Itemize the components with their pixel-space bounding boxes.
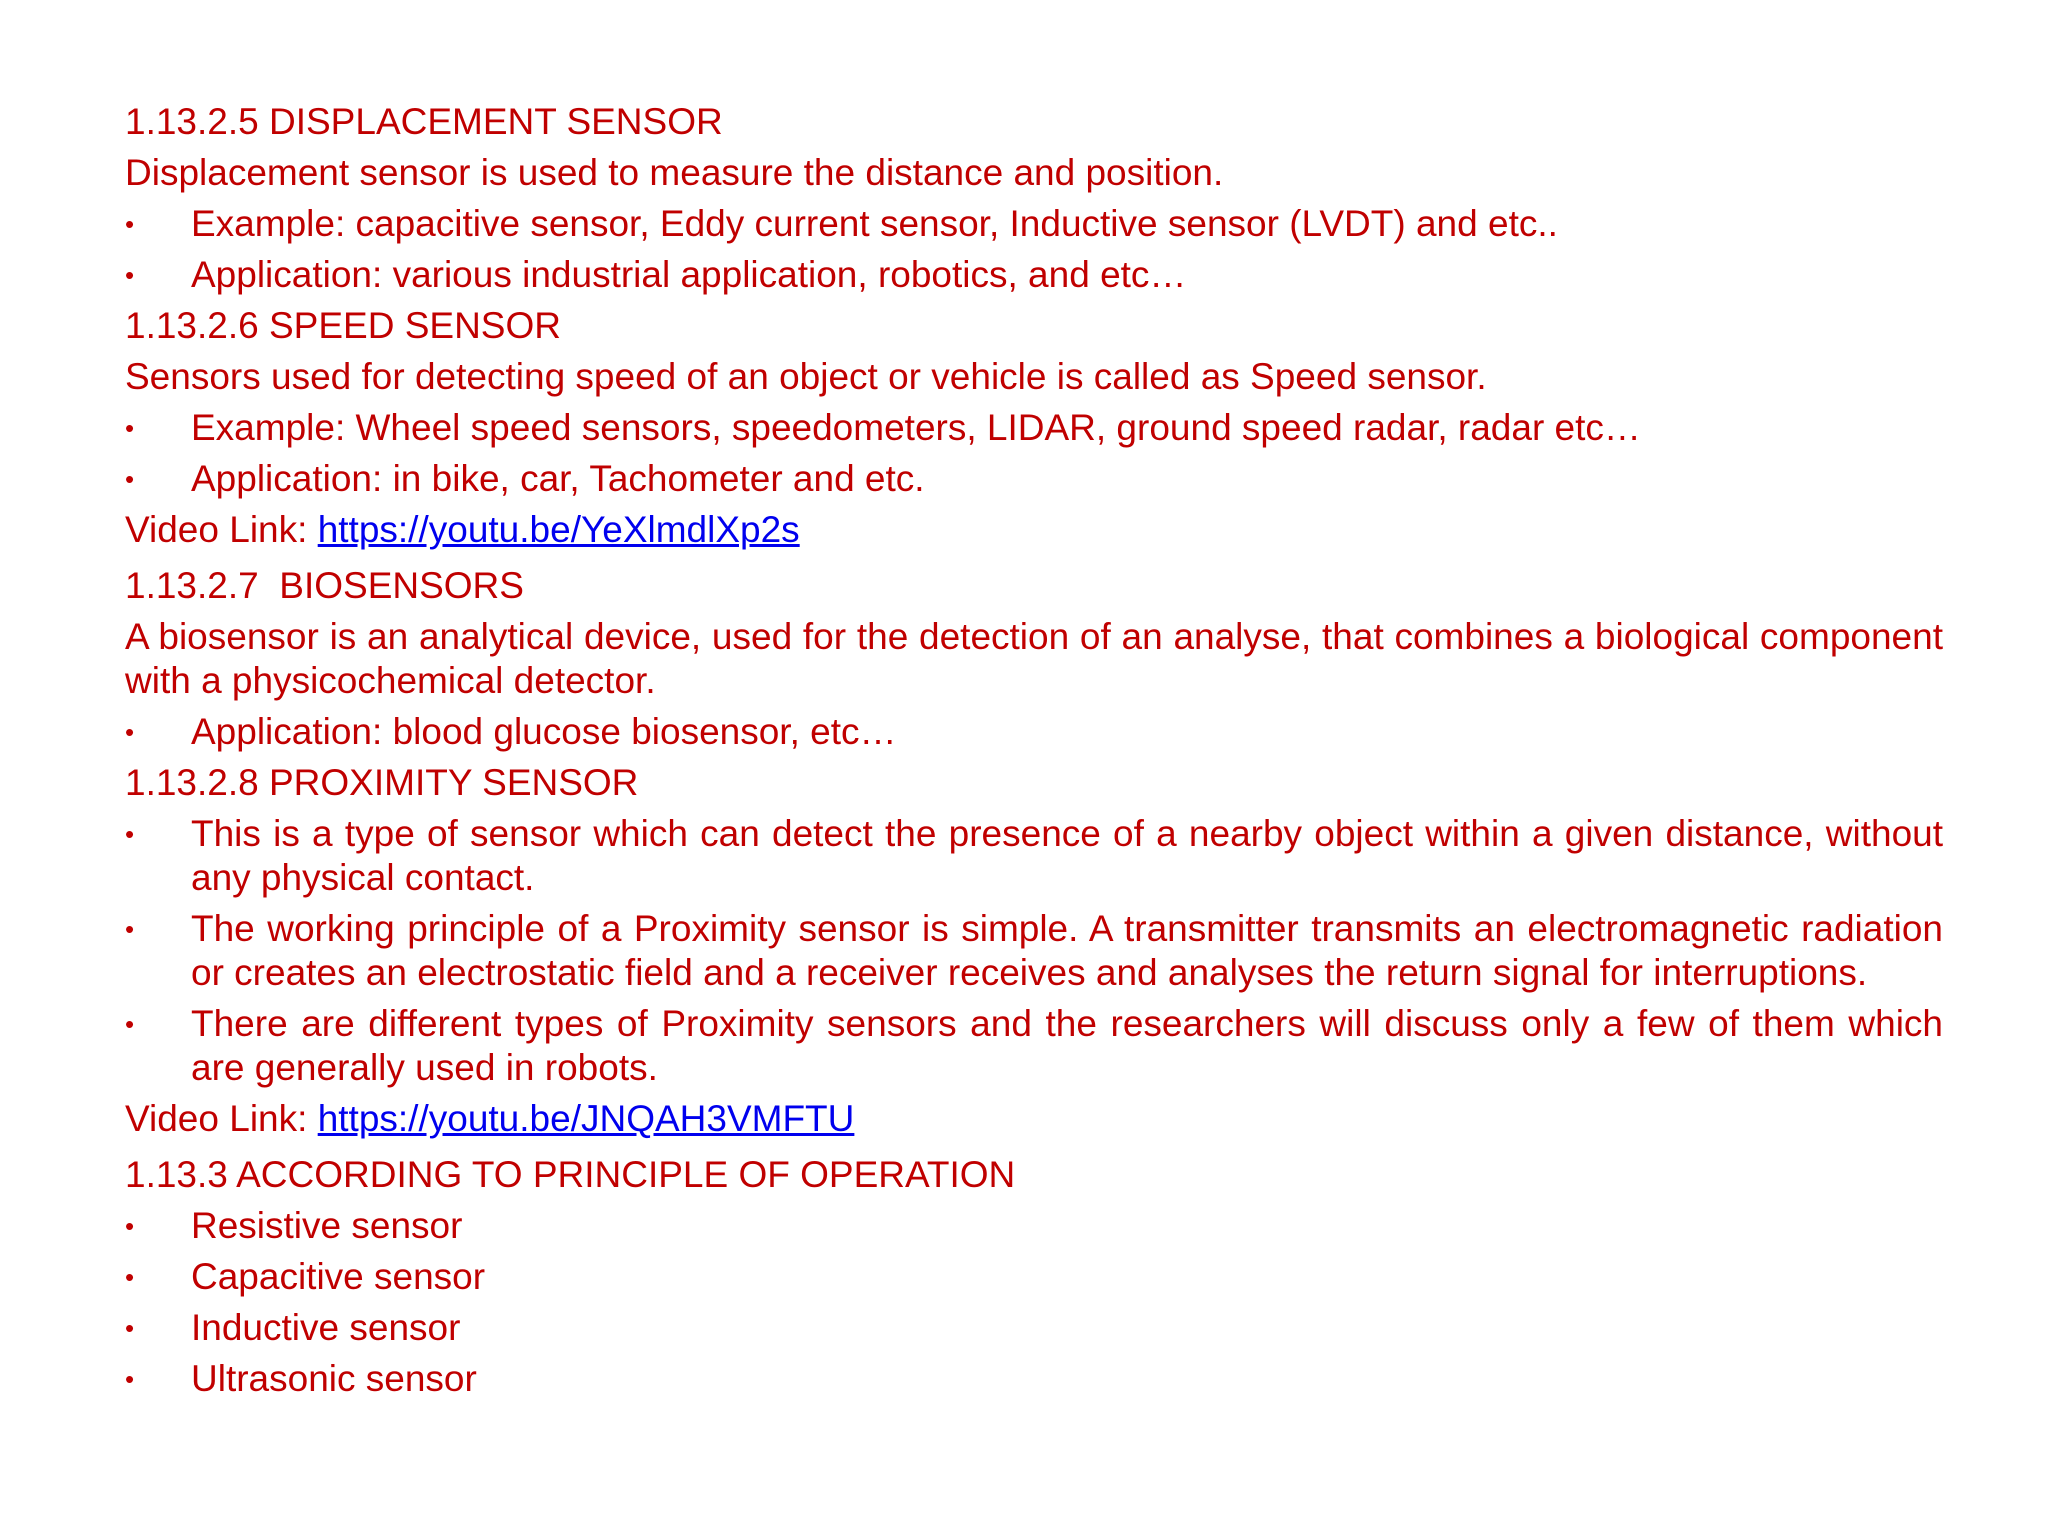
inductive-sensor-text: Inductive sensor <box>191 1307 461 1348</box>
list-item <box>125 1306 1943 1350</box>
displacement-application-text: Application: various industrial application, robotics, and etc… <box>191 254 1187 295</box>
capacitive-sensor-text: Capacitive sensor <box>191 1256 486 1297</box>
bullet-icon: • <box>125 413 135 443</box>
displacement-bullet-list <box>125 202 1943 297</box>
biosensors-bullet-list <box>125 710 1943 754</box>
proximity-bullet-list <box>125 812 1943 1090</box>
proximity-types-text: There are different types of Proximity sensors and the researchers will discuss only a few of them which are generally used in robots. <box>191 1003 1943 1088</box>
ultrasonic-sensor-text: Ultrasonic sensor <box>191 1358 477 1399</box>
biosensors-application-text: Application: blood glucose biosensor, etc… <box>191 711 897 752</box>
list-item <box>125 1204 1943 1248</box>
biosensors-heading: 1.13.2.7 BIOSENSORS <box>125 565 524 606</box>
bullet-icon: • <box>125 1364 135 1394</box>
list-item <box>125 406 1943 450</box>
proximity-video-line <box>125 1097 1943 1141</box>
displacement-example-text: Example: capacitive sensor, Eddy current sensor, Inductive sensor (LVDT) and etc.. <box>191 203 1558 244</box>
speed-bullet-list <box>125 406 1943 501</box>
displacement-description: Displacement sensor is used to measure the distance and position. <box>125 152 1224 193</box>
bullet-icon: • <box>125 914 135 944</box>
list-item <box>125 710 1943 754</box>
speed-example-text: Example: Wheel speed sensors, speedometers, LIDAR, ground speed radar, radar etc… <box>191 407 1641 448</box>
operation-bullet-list <box>125 1204 1943 1401</box>
list-item <box>125 812 1943 900</box>
bullet-icon: • <box>125 260 135 290</box>
bullet-icon: • <box>125 819 135 849</box>
list-item <box>125 1357 1943 1401</box>
proximity-video-link[interactable]: https://youtu.be/JNQAH3VMFTU <box>317 1098 855 1139</box>
speed-application-text: Application: in bike, car, Tachometer and etc. <box>191 458 925 499</box>
list-item <box>125 907 1943 995</box>
list-item <box>125 202 1943 246</box>
bullet-icon: • <box>125 1262 135 1292</box>
bullet-icon: • <box>125 1211 135 1241</box>
bullet-icon: • <box>125 209 135 239</box>
speed-description: Sensors used for detecting speed of an object or vehicle is called as Speed sensor. <box>125 356 1487 397</box>
bullet-icon: • <box>125 1009 135 1039</box>
video-link-label: Video Link: <box>125 1098 318 1139</box>
bullet-icon: • <box>125 717 135 747</box>
slide-content <box>125 100 1943 1408</box>
list-item <box>125 1255 1943 1299</box>
list-item <box>125 457 1943 501</box>
resistive-sensor-text: Resistive sensor <box>191 1205 463 1246</box>
list-item <box>125 1002 1943 1090</box>
biosensors-description: A biosensor is an analytical device, used for the detection of an analyse, that combines a biological component with a physicochemical detector. <box>125 616 1943 701</box>
bullet-icon: • <box>125 464 135 494</box>
proximity-definition-text: This is a type of sensor which can detect the presence of a nearby object within a given distance, without any physical contact. <box>191 813 1943 898</box>
bullet-icon: • <box>125 1313 135 1343</box>
operation-heading: 1.13.3 ACCORDING TO PRINCIPLE OF OPERATION <box>125 1154 1016 1195</box>
speed-video-link[interactable]: https://youtu.be/YeXlmdlXp2s <box>317 509 800 550</box>
proximity-principle-text: The working principle of a Proximity sensor is simple. A transmitter transmits an electromagnetic radiation or creates an electrostatic field and a receiver receives and analyses the return signal for interruptions. <box>191 908 1943 993</box>
proximity-heading: 1.13.2.8 PROXIMITY SENSOR <box>125 762 639 803</box>
displacement-heading: 1.13.2.5 DISPLACEMENT SENSOR <box>125 101 723 142</box>
list-item <box>125 253 1943 297</box>
video-link-label: Video Link: <box>125 509 318 550</box>
speed-video-line <box>125 508 1943 552</box>
speed-heading: 1.13.2.6 SPEED SENSOR <box>125 305 561 346</box>
